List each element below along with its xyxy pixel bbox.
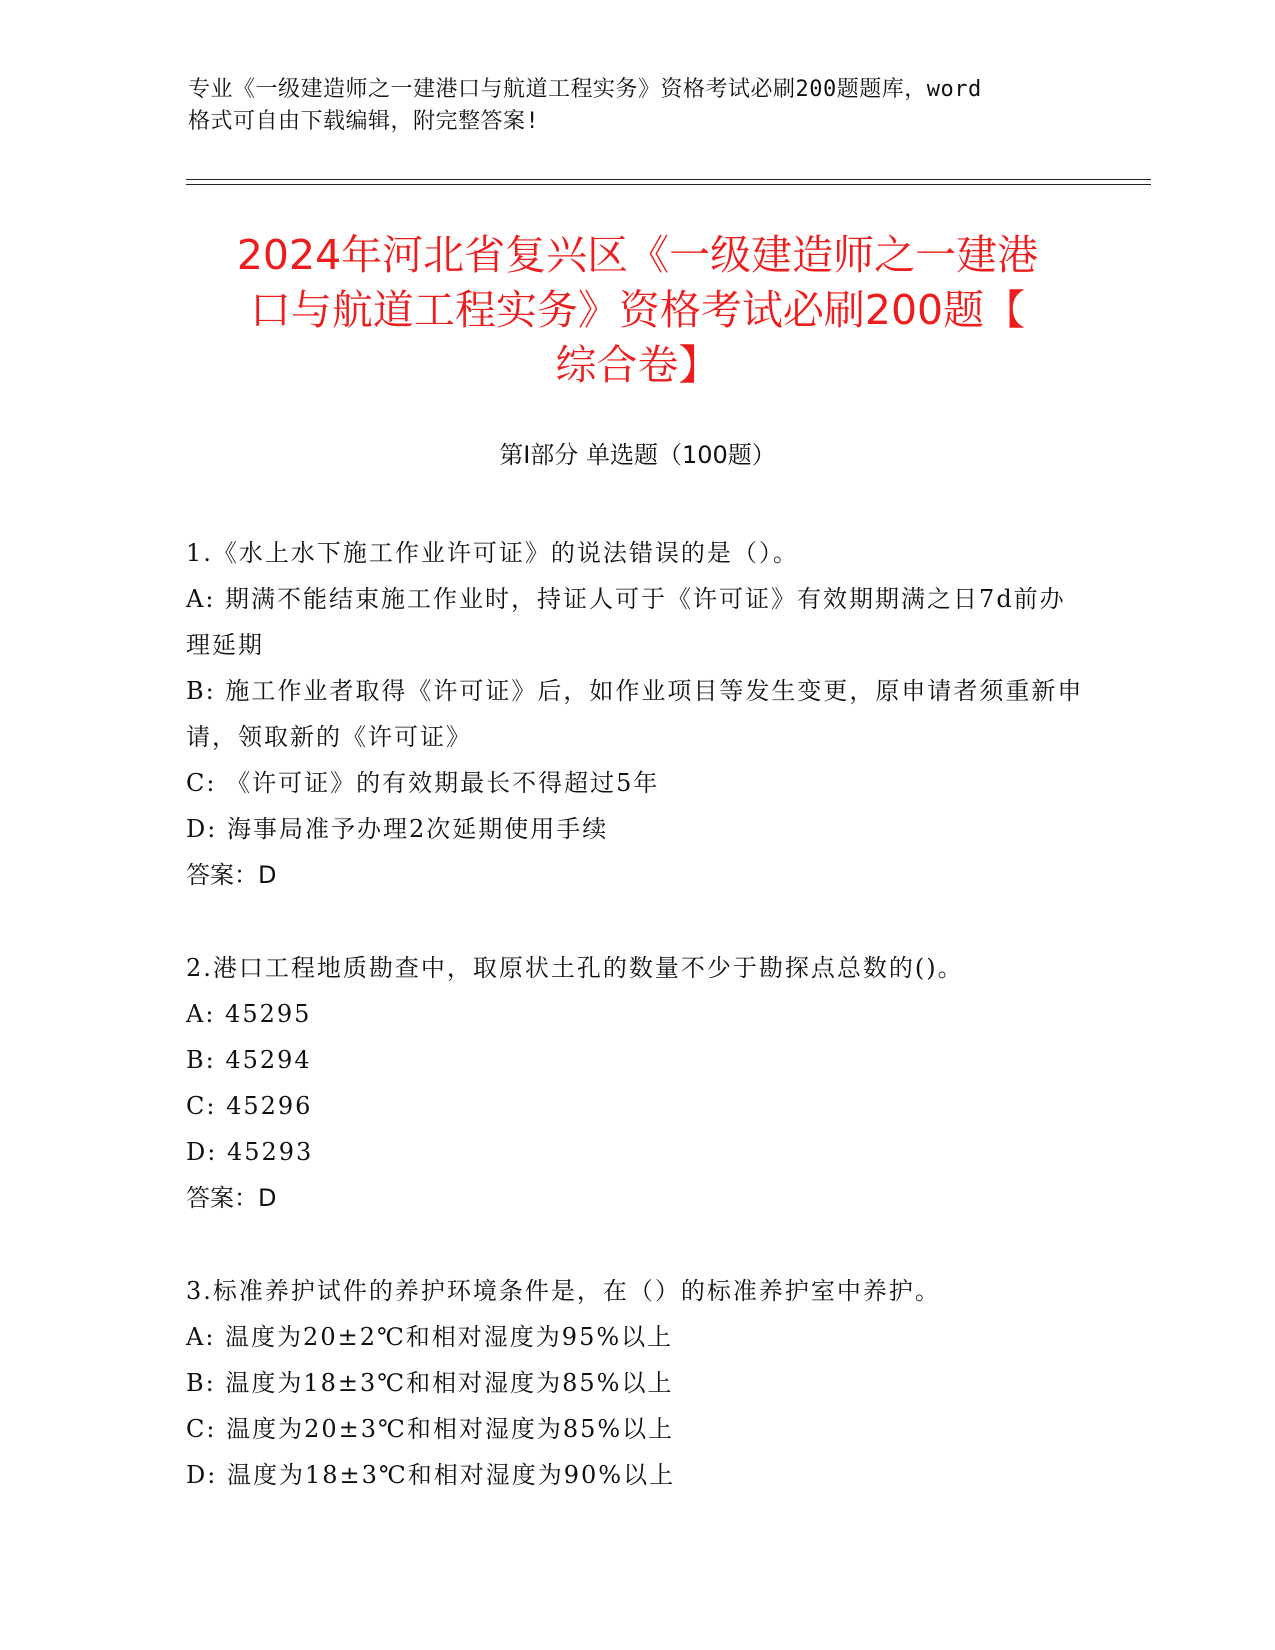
page-title-line-3: 综合卷】: [555, 341, 720, 389]
option-d: D: 海事局准予办理2次延期使用手续: [186, 815, 609, 843]
option-b: B: 45294: [186, 1046, 312, 1074]
option-c: C: 45296: [186, 1092, 313, 1120]
question-item: [186, 530, 1086, 898]
answer-label: 答案：D: [186, 861, 277, 889]
question-item: [186, 1268, 1086, 1498]
option-b: B: 施工作业者取得《许可证》后，如作业项目等发生变更，原申请者须重新申请，领取新的《许可证》: [186, 677, 1084, 751]
header-note-line-2: 格式可自由下载编辑，附完整答案!: [188, 109, 540, 134]
option-a: A: 期满不能结束施工作业时，持证人可于《许可证》有效期期满之日7d前办理延期: [186, 585, 1066, 659]
header-note-line-1: 专业《一级建造师之一建港口与航道工程实务》资格考试必刷200题题库，word: [188, 77, 982, 102]
option-d: D: 温度为18±3℃和相对湿度为90%以上: [186, 1461, 676, 1489]
page-title-line-1: 2024年河北省复兴区《一级建造师之一建港: [236, 231, 1039, 279]
question-stem: 3.标准养护试件的养护环境条件是，在（）的标准养护室中养护。: [186, 1277, 941, 1305]
header-divider-top: [186, 179, 1151, 180]
page-title-line-2: 口与航道工程实务》资格考试必刷200题【: [249, 286, 1026, 334]
option-d: D: 45293: [186, 1138, 314, 1166]
option-c: C: 温度为20±3℃和相对湿度为85%以上: [186, 1415, 675, 1443]
option-c: C: 《许可证》的有效期最长不得超过5年: [186, 769, 660, 797]
page-title: [150, 228, 1125, 393]
question-list: [186, 530, 1086, 1545]
header-note: [188, 74, 1088, 138]
option-a: A: 温度为20±2℃和相对湿度为95%以上: [186, 1323, 674, 1351]
header-divider-bottom: [186, 184, 1151, 185]
answer-label: 答案：D: [186, 1184, 277, 1212]
question-stem: 2.港口工程地质勘查中，取原状土孔的数量不少于勘探点总数的()。: [186, 954, 964, 982]
question-stem: 1.《水上水下施工作业许可证》的说法错误的是（）。: [186, 539, 799, 567]
option-a: A: 45295: [186, 1000, 312, 1028]
question-item: [186, 945, 1086, 1221]
option-b: B: 温度为18±3℃和相对湿度为85%以上: [186, 1369, 674, 1397]
section-heading: 第Ⅰ部分 单选题（100题）: [499, 441, 776, 469]
